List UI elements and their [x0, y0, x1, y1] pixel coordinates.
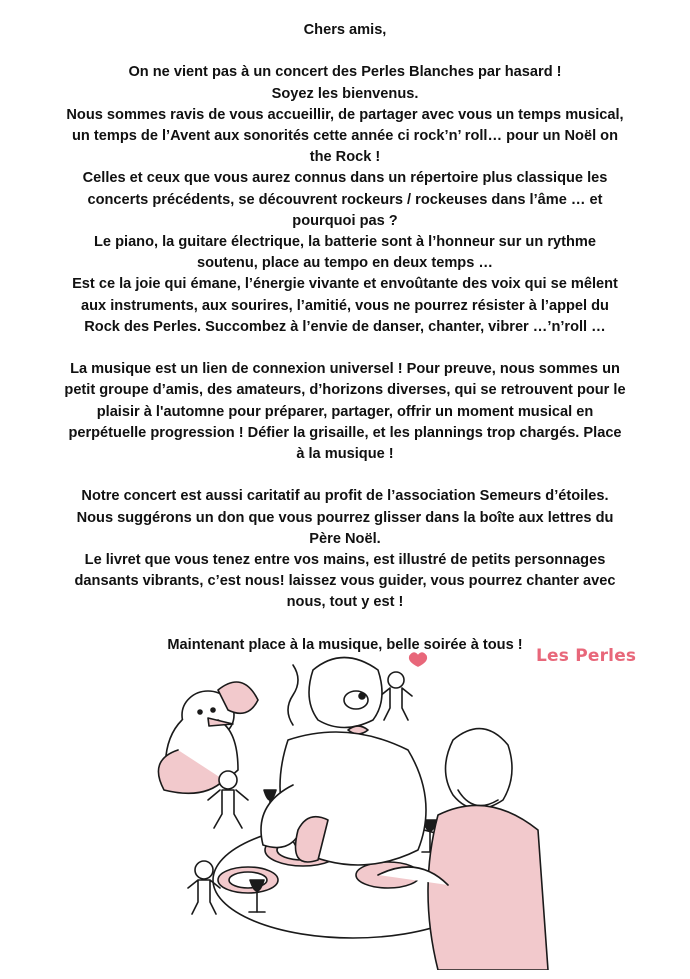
letter-text: [30, 20, 660, 656]
heart-icon: [410, 653, 427, 666]
steam: [288, 665, 298, 725]
text-line: La musique est un lien de connexion universel ! Pour preuve, nous sommes un: [70, 361, 620, 378]
greeting: Chers amis,: [303, 22, 387, 38]
signature-les-perles: Les Perles: [536, 646, 637, 666]
text-line: the Rock !: [309, 149, 381, 166]
text-line: Celles et ceux que vous aurez connus dans un répertoire plus classique les: [82, 170, 608, 187]
snowman: [158, 682, 258, 793]
closing-line: Maintenant place à la musique, belle soirée à tous !: [167, 636, 523, 653]
text-line: Est ce la joie qui émane, l’énergie vivante et envoûtante des voix qui se mêlent: [72, 276, 618, 293]
text-line: Rock des Perles. Succombez à l’envie de danser, chanter, vibrer …’n’roll …: [84, 318, 606, 335]
text-line: Le livret que vous tenez entre vos mains, est illustré de petits personnages: [84, 552, 606, 569]
paragraph-welcome: [30, 62, 660, 338]
text-line: pourquoi pas ?: [292, 212, 398, 229]
text-line: Nous suggérons un don que vous pourrez glisser dans la boîte aux lettres du: [76, 509, 614, 526]
text-line: à la musique !: [296, 446, 394, 463]
paragraph-music: [30, 359, 660, 465]
text-line: Nous sommes ravis de vous accueillir, de partager avec vous un temps musical,: [66, 106, 624, 123]
text-line: Soyez les bienvenus.: [271, 85, 419, 102]
text-line: Le piano, la guitare électrique, la batterie sont à l’honneur sur un rythme: [94, 234, 596, 251]
paragraph-charity: [30, 486, 660, 613]
text-line: dansants vibrants, c’est nous! laissez vous guider, vous pourrez chanter avec: [74, 573, 616, 590]
text-line: petit groupe d’amis, des amateurs, d’horizons diverses, qui se retrouvent pour le: [64, 382, 626, 399]
text-line: On ne vient pas à un concert des Perles Blanches par hasard !: [128, 64, 562, 81]
gingerbread-figure: [380, 672, 412, 720]
text-line: concerts précédents, se découvrent rockeurs / rockeuses dans l’âme … et: [87, 191, 603, 208]
text-line: soutenu, place au tempo en deux temps …: [197, 255, 493, 272]
text-line: plaisir à l'automne pour préparer, partager, offrir un moment musical en: [96, 403, 594, 420]
text-line: aux instruments, aux sourires, l’amitié, vous ne pourrez résister à l’appel du: [81, 297, 609, 314]
text-line: un temps de l’Avent aux sonorités cette année ci rock’n’ roll… pour un Noël on: [71, 128, 619, 144]
text-line: nous, tout y est !: [286, 594, 404, 611]
dinner-illustration: [138, 640, 558, 970]
text-line: Notre concert est aussi caritatif au profit de l’association Semeurs d’étoiles.: [81, 488, 609, 505]
text-line: Père Noël.: [309, 530, 381, 547]
text-line: perpétuelle progression ! Défier la grisaille, et les plannings trop chargés. Place: [68, 424, 622, 441]
